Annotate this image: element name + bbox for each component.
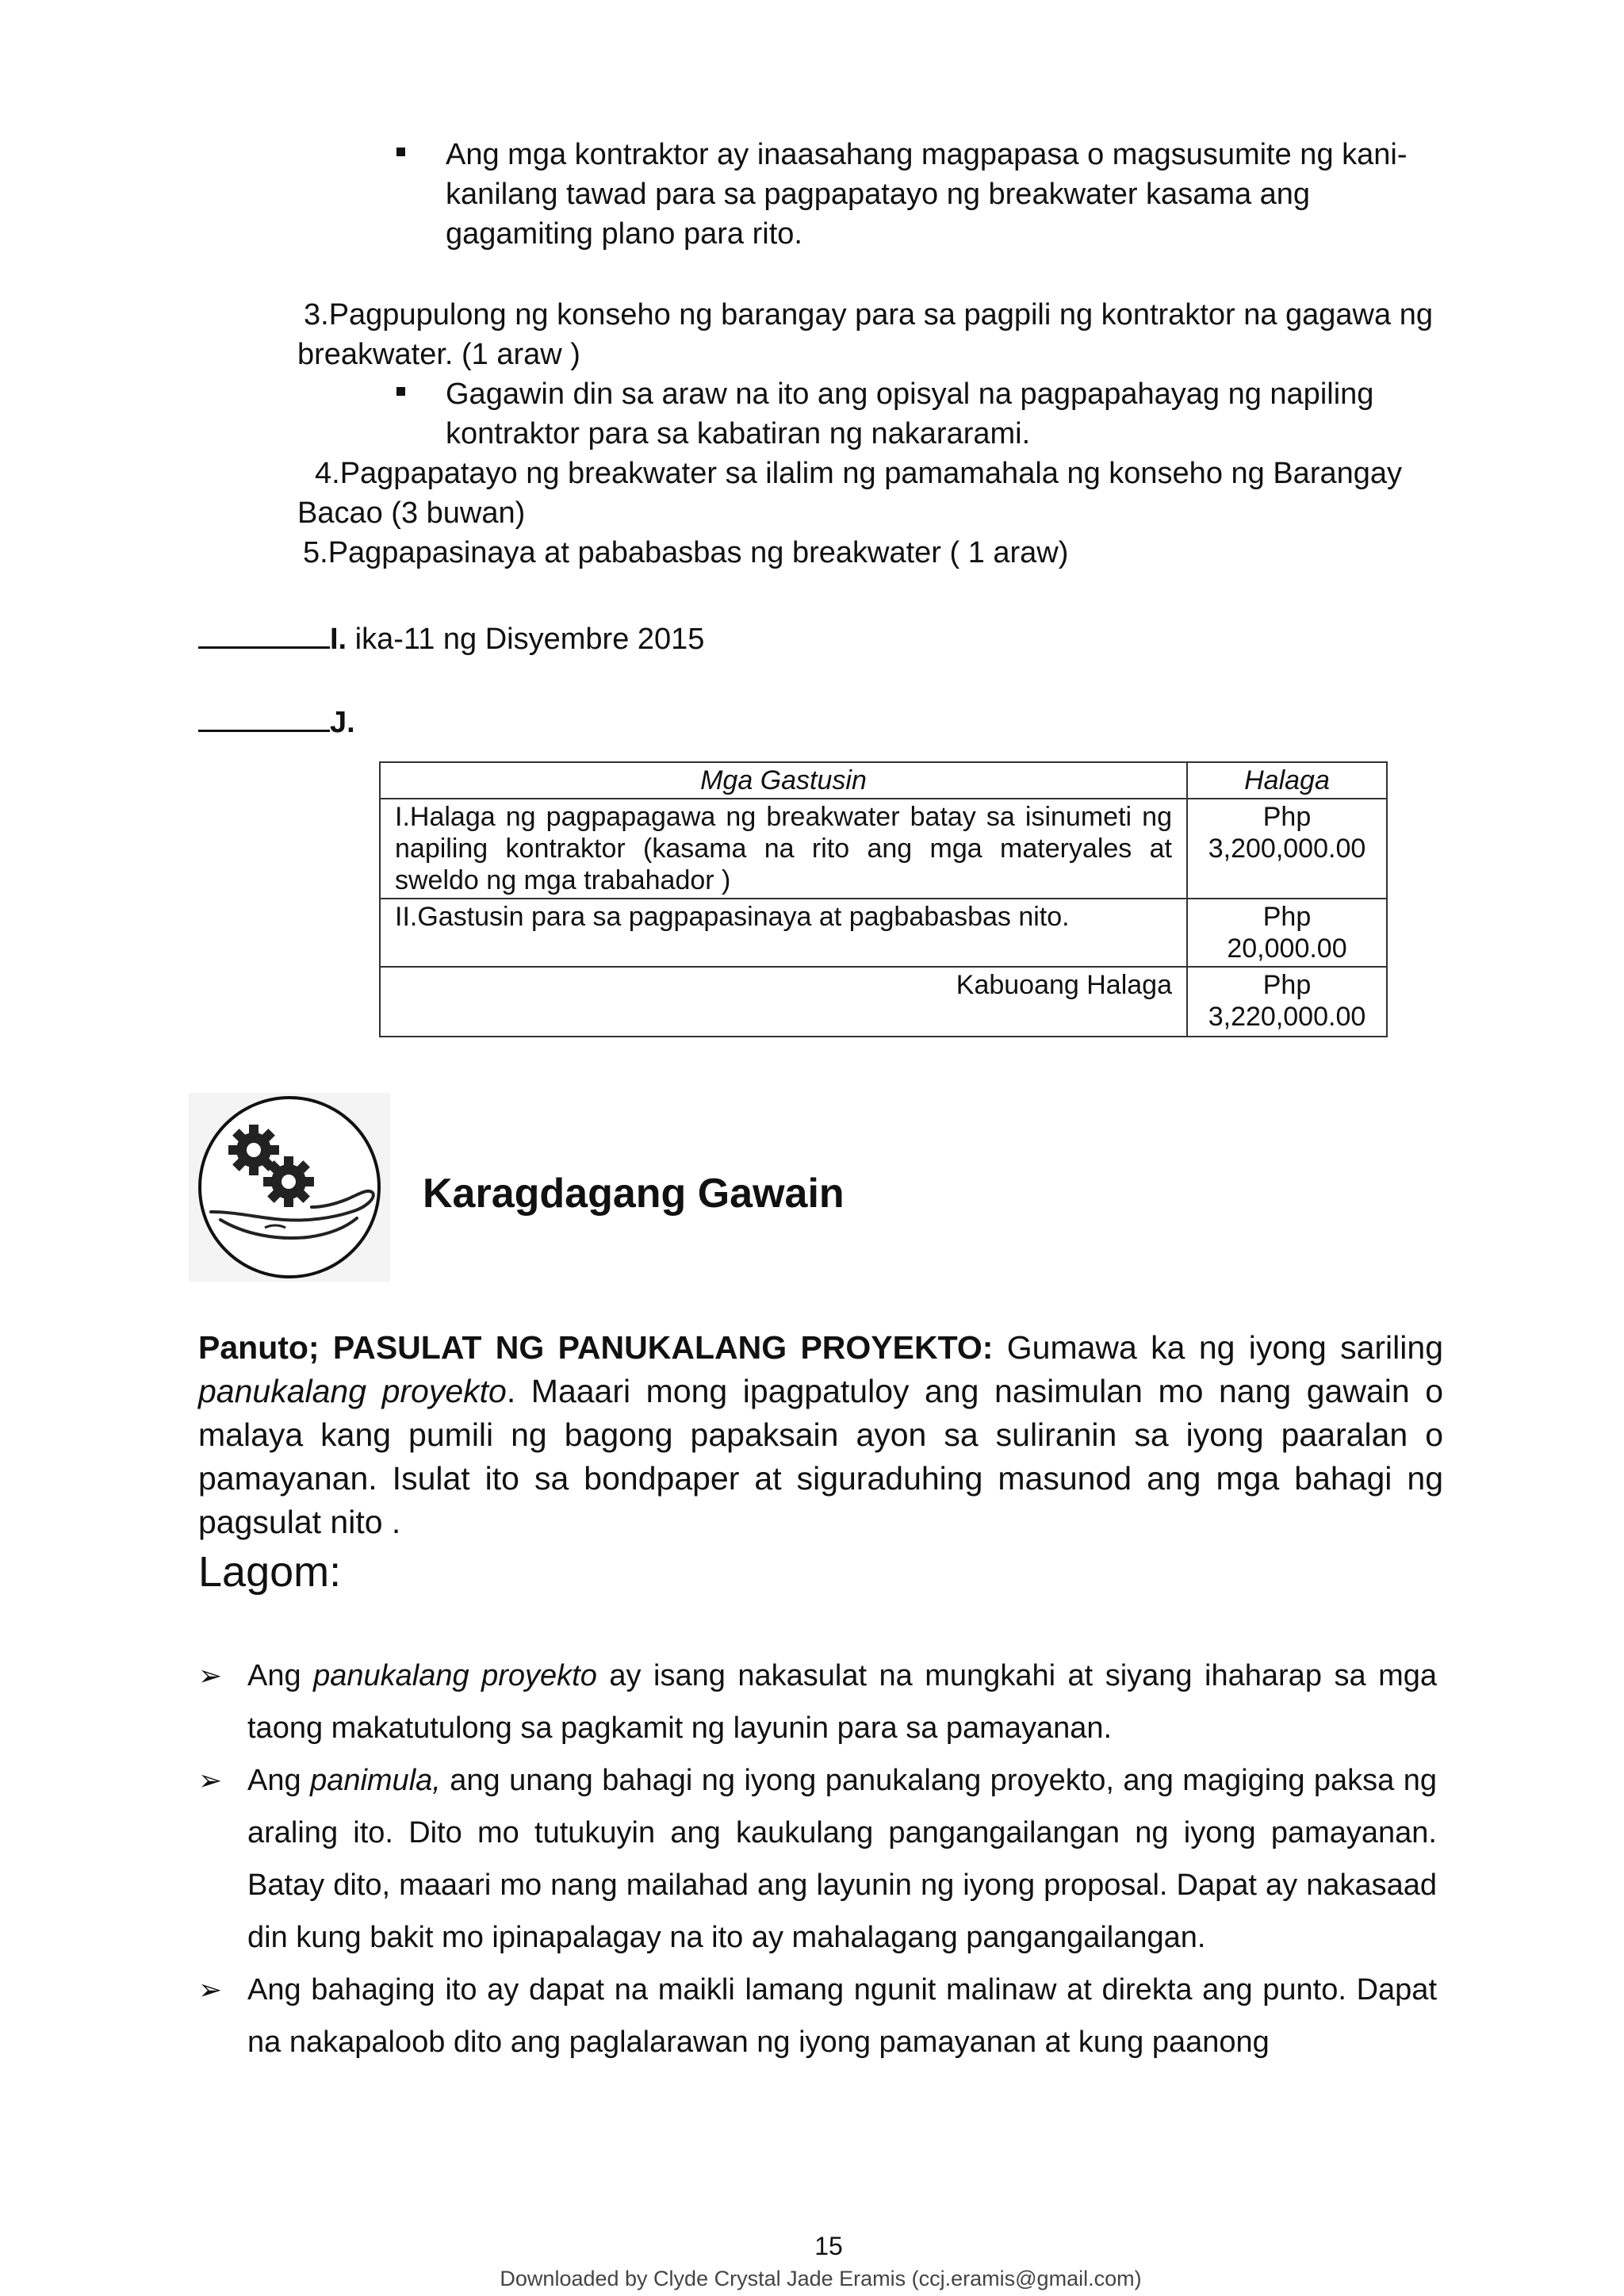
table-header-row [380,762,1387,799]
bullet-announcement: Gagawin din sa araw na ito ang opisyal na pagpapahayag ng napiling kontraktor para sa kabatiran ng nakararami. [446,378,1374,450]
arrow-bullet-icon: ➢ [198,1764,223,1796]
page-number: 15 [814,2232,843,2260]
panuto-label: Panuto; PASULAT NG PANUKALANG PROYEKTO: [198,1329,994,1366]
table-row [380,899,1387,967]
header-mga-gastusin: Mga Gastusin [380,762,1187,799]
costs-table [379,761,1388,1037]
list-item: ➢ Ang bahaging ito ay dapat na maikli lamang ngunit malinaw at direkta ang punto. Dapat na nakapaloob dito ang paglalarawan ng iyong pamayanan at kung paanong [247,1964,1437,2068]
fill-in-blank [198,698,330,732]
item-5-inauguration: 5.Pagpapasinaya at pababasbas ng breakwater ( 1 araw) [303,536,1069,569]
square-bullet-icon [396,148,405,156]
list-item: ➢ Ang panukalang proyekto ay isang nakasulat na mungkahi at siyang ihaharap sa mga taong makatutulong sa pagkamit ng layunin para sa pamayanan. [247,1650,1437,1754]
table-total-row [380,967,1387,1037]
row-amount: Php 20,000.00 [1187,899,1387,967]
header-halaga: Halaga [1187,762,1387,799]
arrow-bullet-icon: ➢ [198,1659,223,1692]
arrow-bullet-icon: ➢ [198,1973,223,2006]
gears-on-hand-icon [189,1093,390,1282]
section-i-date: I. ika-11 ng Disyembre 2015 [198,615,704,659]
list-item: ➢ Ang panimula, ang unang bahagi ng iyong panukalang proyekto, ang magiging paksa ng araling ito. Dito mo tutukuyin ang kaukulang pangangailangan ng iyong pamayanan. Batay dito, maaari mo nang mailahad ang layunin ng iyong proposal. Dapat ay nakasaad din kung bakit mo ipinapalagay na ito ay mahalagang pangangailangan. [247,1754,1437,1964]
row-description: I.Halaga ng pagpapagawa ng breakwater batay sa isinumeti ng napiling kontraktor (kasama na rito ang mga materyales at sweldo ng mga trabahador ) [380,799,1187,899]
bullet-contractors-bid: Ang mga kontraktor ay inaasahang magpapasa o magsusumite ng kani-kanilang tawad para sa pagpapatayo ng breakwater kasama ang gagamiting plano para rito. [446,138,1408,251]
total-amount: Php 3,220,000.00 [1187,967,1387,1037]
item-4-construction: 4.Pagpapatayo ng breakwater sa ilalim ng pamamahala ng konseho ng Barangay Bacao (3 buwan) [297,457,1403,530]
table-row [380,799,1387,899]
section-heading: Karagdagang Gawain [423,1171,845,1217]
lagom-list [198,1650,1438,2068]
section-j-label: J. [198,698,355,742]
download-note: Downloaded by Clyde Crystal Jade Eramis (ccj.eramis@gmail.com) [500,2267,1142,2290]
row-amount: Php 3,200,000.00 [1187,799,1387,899]
fill-in-blank [198,615,330,649]
panuto-paragraph: Panuto; PASULAT NG PANUKALANG PROYEKTO: Gumawa ka ng iyong sariling panukalang proyekto. Maaari mong ipagpatuloy ang nasimulan mo nang gawain o malaya kang pumili ng bagong papaksain ayon sa suliranin sa iyong paaralan o pamayanan. Isulat ito sa bondpaper at siguraduhing masunod ang mga bahagi ng pagsulat nito . [198,1329,1444,1540]
square-bullet-icon [396,387,405,396]
row-description: II.Gastusin para sa pagpapasinaya at pagbabasbas nito. [380,899,1187,967]
item-3-meeting: 3.Pagpupulong ng konseho ng barangay para sa pagpili ng kontraktor na gagawa ng breakwater. (1 araw ) [297,298,1433,371]
total-label: Kabuoang Halaga [380,967,1187,1037]
lagom-title: Lagom: [198,1548,342,1596]
